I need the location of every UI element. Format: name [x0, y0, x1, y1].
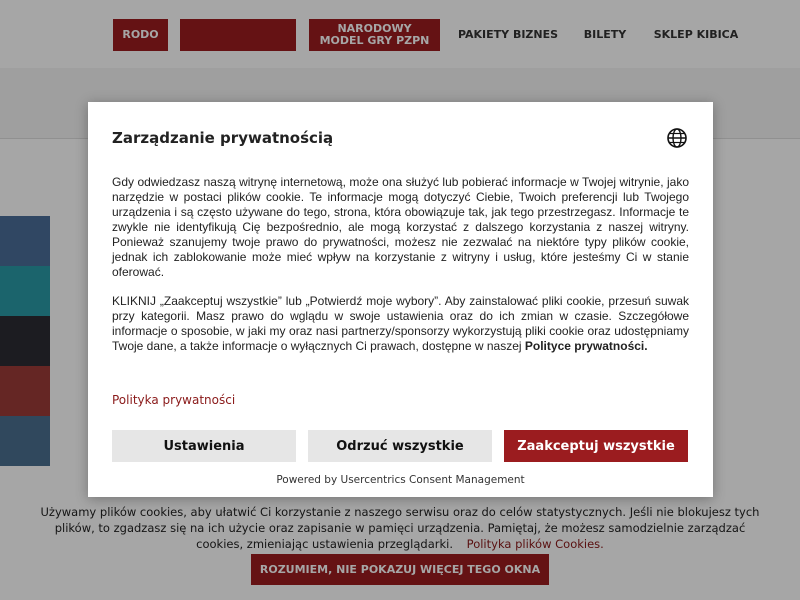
nav-rodo[interactable]: RODO — [113, 19, 168, 51]
powered-by-text: Powered by Usercentrics Consent Management — [276, 474, 525, 486]
settings-button[interactable]: Ustawienia — [112, 430, 296, 462]
cookie-dismiss-button[interactable]: ROZUMIEM, NIE POKAZUJ WIĘCEJ TEGO OKNA — [251, 554, 549, 585]
modal-paragraph-1: Gdy odwiedzasz naszą witrynę internetową, może ona służyć lub pobierać informacje w Twojej witrynie, jako narzędzie w postaci plików cookie. Te informacje mogą dotyczyć Ciebie, Twoich preferencji lub Twojego urządzenia i są często używane do tego, strona, która obowiązuje tak, jak tego przestrzegasz. Informacje te zwykle nie identyfikują Cię bezpośrednio, ale mogą korzystać z dalszego korzystania z naszej witryny. Ponieważ szanujemy twoje prawo do prywatności, możesz nie zezwalać na niektóre typy plików cookie, jednak ich zablokowanie może mieć wpływ na korzystanie z witryny i usług, które jesteśmy Ci w stanie oferować. — [112, 175, 689, 279]
nav-bilety[interactable]: BILETY — [583, 28, 627, 41]
reject-all-button[interactable]: Odrzuć wszystkie — [308, 430, 492, 462]
nav-narodowy-model-gry[interactable]: NARODOWY MODEL GRY PZPN — [309, 19, 440, 51]
modal-paragraph-2-text: KLIKNIJ „Zaakceptuj wszystkie” lub „Potwierdź moje wybory”. Aby zainstalować pliki cookie, przesuń suwak przy kategorii. Masz prawo do wglądu w swoje ustawienia oraz do ich zmian w czasie. Szczegółowe informacje o sposobie, w jaki my oraz nasi partnerzy/sponsorzy wykorzystują pliki cookie oraz udostępniamy Twoje dane, a także informacje o wyłącznych Ci prawach, dostępne w naszej — [112, 294, 689, 353]
privacy-modal — [88, 102, 713, 497]
nav-pakiety-biznes[interactable]: PAKIETY BIZNES — [457, 28, 559, 41]
modal-paragraph-2 — [112, 294, 689, 354]
modal-title: Zarządzanie prywatnością — [112, 129, 334, 147]
nav-sklep-kibica[interactable]: SKLEP KIBICA — [653, 28, 739, 41]
modal-body — [112, 175, 689, 368]
accept-all-button[interactable]: Zaakceptuj wszystkie — [504, 430, 688, 462]
cookie-bar-message: Używamy plików cookies, aby ułatwić Ci korzystanie z naszego serwisu oraz do celów statystycznych. Jeśli nie blokujesz tych plików, to zgadzasz się na ich użycie oraz zapisanie w pamięci urządzenia. Pamiętaj, że możesz samodzielnie zarządzać cookies, zmieniając ustawienia przeglądarki. — [40, 505, 760, 551]
cookie-policy-link[interactable]: Polityka plików Cookies. — [466, 537, 604, 551]
globe-icon[interactable] — [666, 127, 688, 149]
privacy-policy-inline-link[interactable]: Polityce prywatności. — [524, 339, 648, 353]
privacy-policy-link[interactable]: Polityka prywatności — [112, 393, 236, 407]
